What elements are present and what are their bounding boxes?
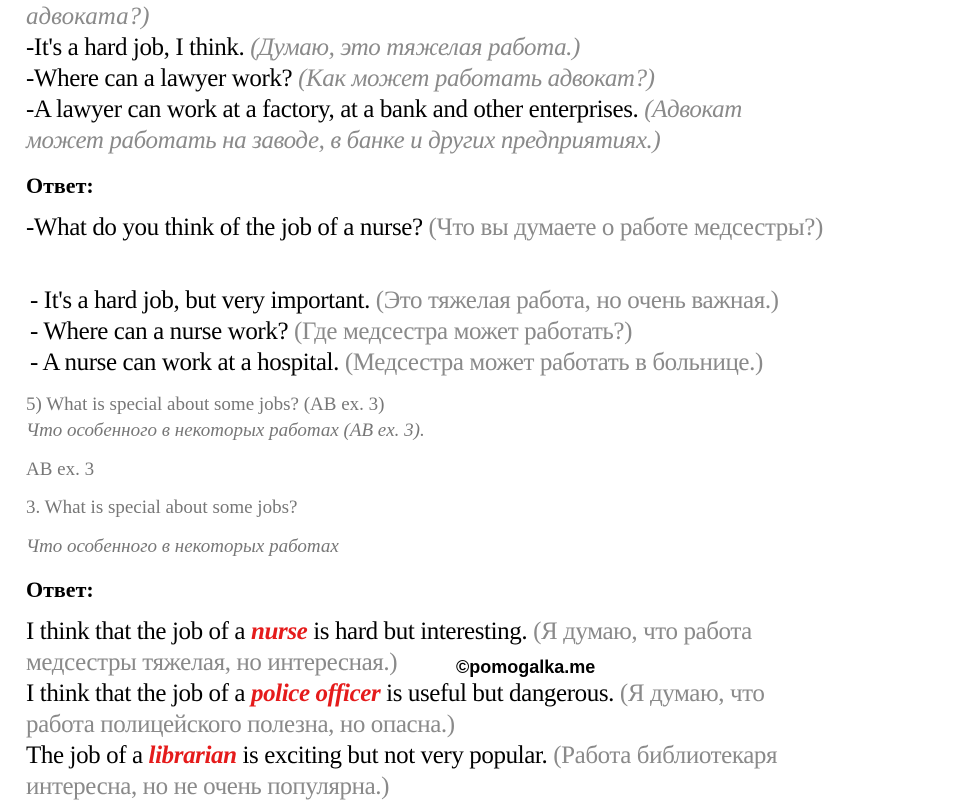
russian-translation: (Думаю, это тяжелая работа.) bbox=[250, 34, 580, 61]
workbook-reference: AB ex. 3 bbox=[26, 459, 95, 480]
english-text: - A nurse can work at a hospital. bbox=[30, 349, 339, 376]
english-text: is exciting but not very popular. bbox=[242, 742, 548, 769]
highlighted-job: nurse bbox=[250, 618, 308, 645]
nurse-workplace-line bbox=[30, 348, 763, 378]
nurse-sentence-translation-cont: медсестры тяжелая, но интересная.) bbox=[26, 649, 398, 676]
english-text: is hard but interesting. bbox=[313, 618, 528, 645]
lawyer-where-line bbox=[26, 64, 655, 94]
exercise-title-translation: Что особенного в некоторых работах (AB ex. 3). bbox=[26, 420, 425, 441]
russian-translation: (Я думаю, что bbox=[619, 680, 765, 707]
lawyer-answer-line bbox=[26, 33, 580, 63]
nurse-where-line bbox=[30, 317, 632, 347]
highlighted-job: librarian bbox=[148, 742, 237, 769]
english-text: -Where can a lawyer work? bbox=[26, 65, 293, 92]
english-text: - It's a hard job, but very important. bbox=[30, 287, 370, 314]
police-officer-translation-cont: работа полицейского полезна, но опасна.) bbox=[26, 711, 455, 738]
lawyer-workplace-line bbox=[26, 95, 742, 125]
highlighted-job: police officer bbox=[250, 680, 381, 707]
librarian-sentence bbox=[26, 741, 777, 771]
russian-translation: (Что вы думаете о работе медсестры?) bbox=[428, 214, 823, 241]
russian-translation: (Адвокат bbox=[644, 96, 742, 123]
police-officer-sentence bbox=[26, 679, 764, 709]
lawyer-question-translation-tail: адвоката?) bbox=[26, 3, 150, 30]
answer-heading-2: Ответ: bbox=[26, 577, 94, 602]
russian-translation: (Как может работать адвокат?) bbox=[298, 65, 655, 92]
english-text: I think that the job of a bbox=[26, 618, 246, 645]
english-text: The job of a bbox=[26, 742, 143, 769]
russian-translation: (Медсестра может работать в больнице.) bbox=[344, 349, 763, 376]
nurse-answer-line bbox=[30, 286, 779, 316]
answer-heading: Ответ: bbox=[26, 173, 94, 198]
english-text: I think that the job of a bbox=[26, 680, 246, 707]
english-text: -It's a hard job, I think. bbox=[26, 34, 245, 61]
lawyer-workplace-translation-cont: может работать на заводе, в банке и других предприятиях.) bbox=[26, 127, 661, 154]
russian-translation: (Где медсестра может работать?) bbox=[294, 318, 633, 345]
site-watermark: ©pomogalka.me bbox=[456, 657, 596, 677]
exercise-title: 5) What is special about some jobs? (AB ex. 3) bbox=[26, 394, 385, 415]
english-text: - Where can a nurse work? bbox=[30, 318, 289, 345]
exercise-question-translation: Что особенного в некоторых работах bbox=[26, 536, 339, 557]
english-text: -What do you think of the job of a nurse? bbox=[26, 214, 423, 241]
russian-translation: (Работа библиотекаря bbox=[553, 742, 778, 769]
nurse-sentence bbox=[26, 617, 752, 647]
english-text: -A lawyer can work at a factory, at a bank and other enterprises. bbox=[26, 96, 639, 123]
russian-translation: (Я думаю, что работа bbox=[533, 618, 752, 645]
exercise-question: 3. What is special about some jobs? bbox=[26, 497, 298, 518]
nurse-question-line bbox=[26, 213, 823, 243]
russian-translation: (Это тяжелая работа, но очень важная.) bbox=[375, 287, 779, 314]
english-text: is useful but dangerous. bbox=[386, 680, 615, 707]
librarian-translation-cont: интересна, но не очень популярна.) bbox=[26, 773, 390, 800]
